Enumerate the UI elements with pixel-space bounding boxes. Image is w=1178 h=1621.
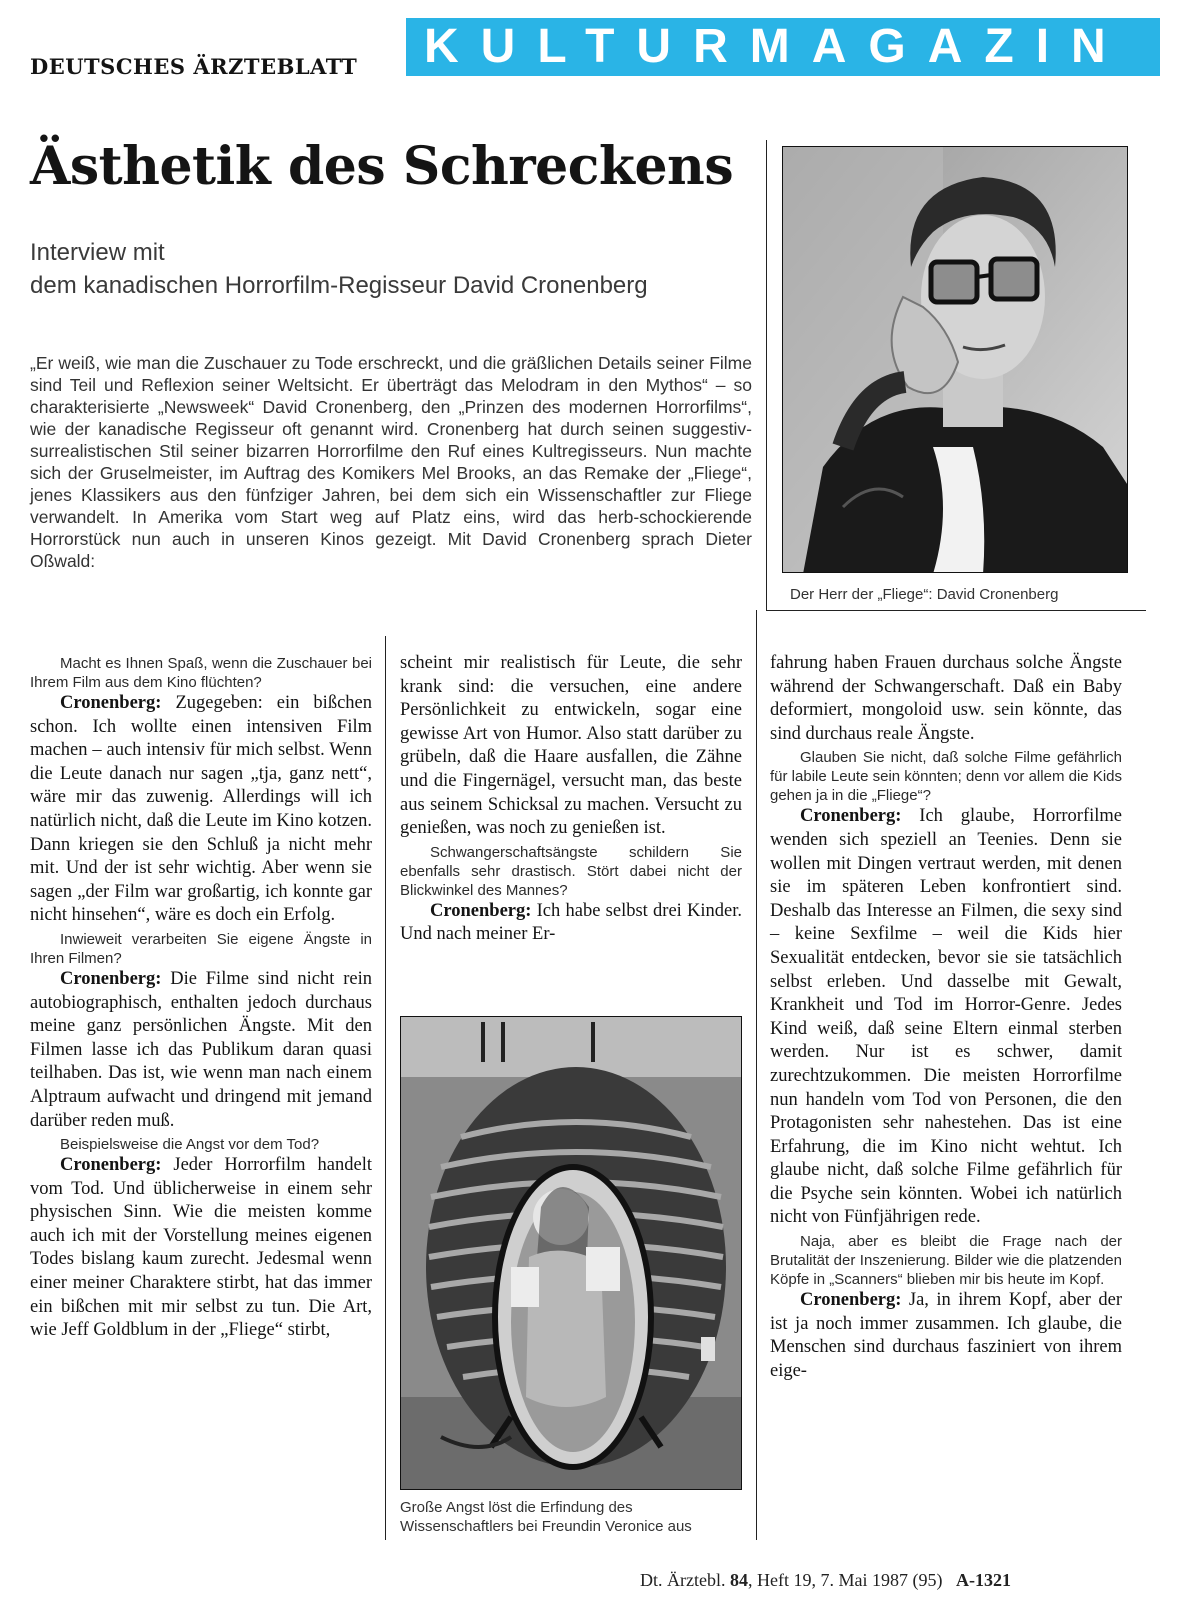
portrait-caption: Der Herr der „Fliege“: David Cronenberg: [790, 586, 1059, 603]
column-divider-1: [385, 636, 386, 1540]
speaker-label: Cronenberg:: [800, 1290, 902, 1311]
speaker-label: Cronenberg:: [60, 693, 162, 713]
answer-text: Die Filme sind nicht rein autobiographisch, enthalten jedoch durchaus meine ganz persönlichen Ängste. Mit den Filmen lasse ich das Publikum daran quasi teilhaben. Das ist, wie wenn man nach einem Alptraum aufwacht und dringend mit jemand darüber reden muß.: [30, 968, 372, 1131]
column-divider-2: [756, 610, 757, 1540]
volume-number: 84: [729, 1570, 748, 1590]
answer-text: Ich habe selbst drei Kinder. Und nach meiner Er-: [400, 900, 742, 945]
answer: [30, 968, 372, 1133]
answer-text: Zugegeben: ein bißchen schon. Ich wollte einen intensiven Film machen – auch intensiv für mich selbst. Wenn die Leute danach nur sagen „tja, ganz nett“, wäre mir das zuwenig. Allerdings will ich natürlich nicht, daß die Leute im Kino kotzen. Dann kriegen sie den Schluß ja nicht mehr mit. Und der ist sehr wichtig. Aber wenn sie sagen „der Film war großartig, ich konnte gar nicht hinsehen“, wäre es doch ein Erfolg.: [30, 693, 372, 926]
page-footer: [640, 1570, 1011, 1591]
answer-text: Ja, in ihrem Kopf, aber der ist ja noch immer zusammen. Ich glaube, die Menschen sind durchaus fasziniert von ihrem eige-: [770, 1290, 1122, 1381]
answer: [400, 900, 742, 947]
question: Inwieweit verarbeiten Sie eigene Ängste in Ihren Filmen?: [30, 930, 372, 967]
film-still-photo: [400, 1016, 742, 1490]
article-subtitle: [30, 236, 648, 302]
answer: [770, 805, 1122, 1230]
journal-name: Dt. Ärztebl.: [640, 1570, 726, 1590]
speaker-label: Cronenberg:: [430, 900, 532, 921]
interview-column-3: [770, 652, 1122, 1383]
question: Beispielsweise die Angst vor dem Tod?: [60, 1136, 320, 1154]
interview-column-2: [400, 652, 742, 947]
answer-continued: fahrung haben Frauen durchaus solche Ängste während der Schwangerschaft. Daß ein Baby deformiert, mongoloid usw. sein könnte, das sind durchaus reale Ängste.: [770, 653, 1122, 744]
speaker-label: Cronenberg:: [60, 1155, 162, 1176]
column-divider-top: [766, 140, 767, 610]
answer-continued: scheint mir realistisch für Leute, die sehr krank sind: die versuchen, eine andere Persönlichkeit zu entwickeln, sogar eine gewisse Art von Humor. Also statt darüber zu grübeln, daß die Haare ausfallen, die Zähne und die Fingernägel, versucht man, das beste aus seinem Schicksal zu machen. Versucht zu genießen, was noch zu genießen ist.: [400, 653, 742, 839]
horizontal-divider: [766, 610, 1146, 611]
issue-info: , Heft 19, 7. Mai 1987 (95): [747, 1570, 943, 1590]
question: Schwangerschaftsängste schildern Sie ebenfalls sehr drastisch. Stört dabei nicht der Blickwinkel des Mannes?: [400, 843, 742, 899]
speaker-label: Cronenberg:: [800, 806, 902, 827]
speaker-label: Cronenberg:: [60, 968, 162, 989]
question: Naja, aber es bleibt die Frage nach der Brutalität der Inszenierung. Bilder wie die platzenden Köpfe in „Scanners“ blieben mir bis heute im Kopf.: [770, 1233, 1122, 1289]
answer: [770, 1289, 1122, 1383]
answer-text: Ich glaube, Horrorfilme wenden sich speziell an Teenies. Denn sie wollen mit Dingen vertraut werden, mit denen sie im späteren Leben konfrontiert sind. Deshalb das Interesse an Filmen, die sexy sind – keine Sexfilme – weil die Kids hier Sexualität entdecken, bevor sie sie tatsächlich selbst erleben. Und dasselbe mit Gewalt, Krankheit und Tod im Horror-Genre. Jedes Kind weiß, daß seine Eltern einmal sterben werden. Nur ist es schwer, damit zurechtzukommen. Die meisten Horrorfilme nun handeln vom Tod von Personen, die den Protagonisten sehr nahestehen. Das ist eine Erfahrung, die im Kino nicht wehtut. Ich glaube nicht, daß solche Filme gefährlich für die Psyche sein könnten. Wobei ich natürlich nicht von Fünfjährigen rede.: [770, 806, 1122, 1228]
subtitle-line-2: dem kanadischen Horrorfilm-Regisseur David Cronenberg: [30, 272, 648, 299]
film-still-caption: Große Angst löst die Erfindung des Wissenschaftlers bei Freundin Veronice aus: [400, 1499, 692, 1535]
question: Macht es Ihnen Spaß, wenn die Zuschauer bei Ihrem Film aus dem Kino flüchten?: [30, 655, 372, 691]
question: Glauben Sie nicht, daß solche Filme gefährlich für labile Leute sein könnten; denn vor allem die Kids gehen ja in die „Fliege“?: [770, 749, 1122, 805]
answer: [30, 692, 372, 928]
section-banner: KULTURMAGAZIN: [406, 18, 1160, 76]
answer-text: Jeder Horrorfilm handelt vom Tod. Und üblicherweise in einem sehr physischen Sinn. Wie die meisten komme auch ich mit der Vorstellung meines eigenen Todes bislang kaum zurecht. Jedesmal wenn einer meiner Charaktere stirbt, hat das immer ein bißchen mit mir selbst zu tun. Die Art, wie Jeff Goldblum in der „Fliege“ stirbt,: [30, 1155, 372, 1341]
portrait-photo: [782, 146, 1128, 573]
publication-name: DEUTSCHES ÄRZTEBLATT: [30, 54, 358, 79]
interview-column-1: [30, 652, 372, 1343]
subtitle-line-1: Interview mit: [30, 239, 165, 266]
article-title: Ästhetik des Schreckens: [30, 136, 734, 197]
page-number: A-1321: [955, 1570, 1011, 1590]
article-lead: „Er weiß, wie man die Zuschauer zu Tode erschreckt, und die gräßlichen Details seiner Filme sind Teil und Reflexion seiner Weltsicht. Er überträgt das Melodram in den Mythos“ – so charakterisierte „Newsweek“ David Cronenberg, den „Prinzen des modernen Horrorfilms“, wie der kanadische Regisseur oft genannt wird. Cronenberg hat durch seinen suggestiv-surrealistischen Stil seiner bizarren Horrorfilme den Ruf eines Kultregisseurs. Nun machte sich der Gruselmeister, im Auftrag des Komikers Mel Brooks, an das Remake der „Fliege“, jenes Klassikers aus den fünfziger Jahren, bei dem sich ein Wissenschaftler zur Fliege verwandelt. In Amerika vom Start weg auf Platz eins, wird das herb-schockierende Horrorstück nun auch in unseren Kinos gezeigt. Mit David Cronenberg sprach Dieter Oßwald:: [30, 353, 752, 571]
answer: [30, 1154, 372, 1343]
